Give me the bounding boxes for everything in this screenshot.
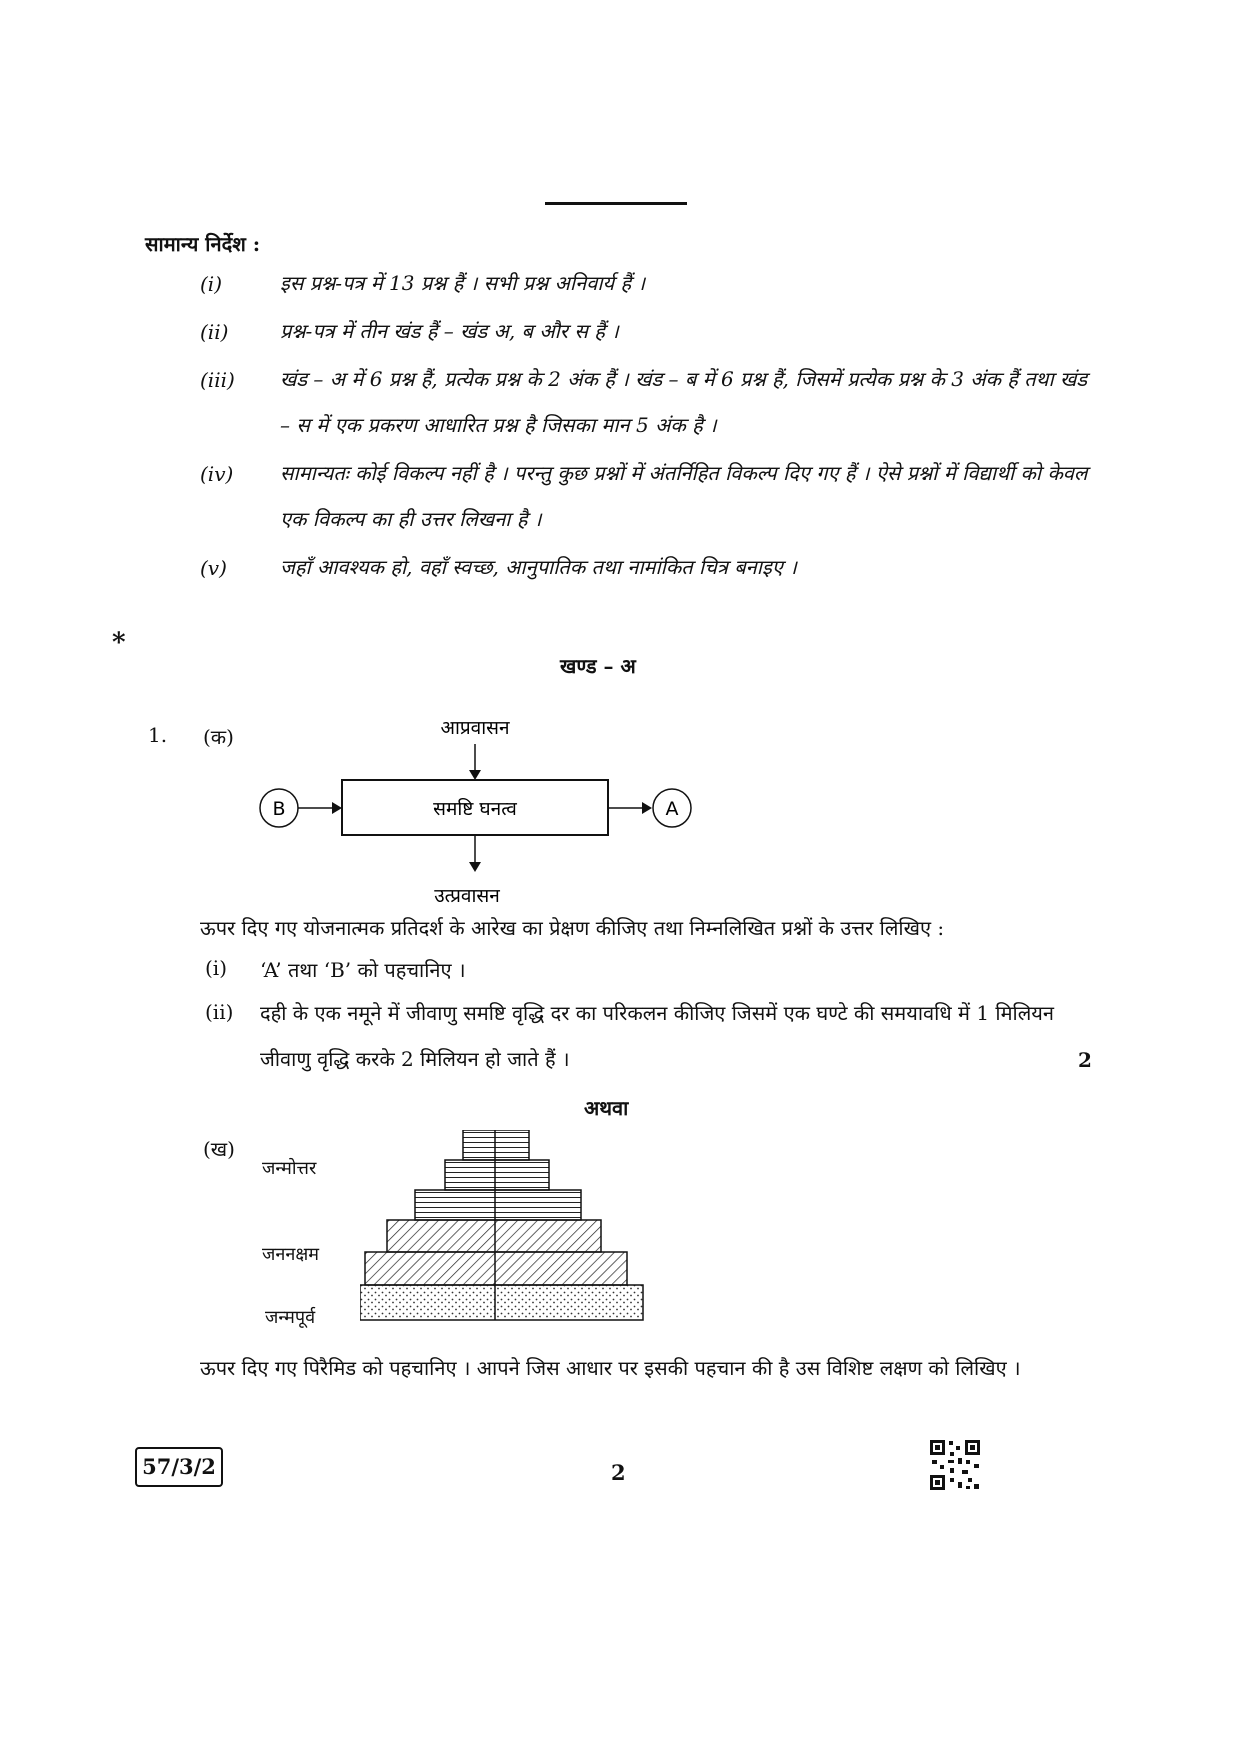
instruction-text: खंड – अ में 6 प्रश्न हैं, प्रत्येक प्रश्न के 2 अंक हैं । खंड – ब में 6 प्रश्न हैं, जिसमें प्रत्येक प्रश्न के 3 अंक हैं तथा खंड – स में एक प्रकरण आधारित प्रश्न है जिसका मान 5 अंक है । <box>280 367 1088 437</box>
marks: 2 <box>1078 1048 1092 1072</box>
instruction-number: (ii) <box>200 320 229 344</box>
instruction-number: (iii) <box>200 368 235 392</box>
post-reproductive-bar <box>445 1160 549 1190</box>
reproductive-bar <box>387 1220 601 1252</box>
node-a-label: A <box>665 798 679 820</box>
section-title: खण्ड – अ <box>560 654 636 678</box>
node-b-label: B <box>272 798 286 820</box>
instruction-text: इस प्रश्न-पत्र में 13 प्रश्न हैं । सभी प्रश्न अनिवार्य हैं । <box>280 271 646 295</box>
question-instruction: ऊपर दिए गए योजनात्मक प्रतिदर्श के आरेख का प्रेक्षण कीजिए तथा निम्नलिखित प्रश्नों के उत्तर लिखिए : <box>200 916 945 940</box>
post-reproductive-bar <box>415 1190 581 1220</box>
arrowhead <box>469 862 481 872</box>
page-number: 2 <box>611 1460 626 1485</box>
instruction-number: (iv) <box>200 462 234 486</box>
sub-question-number: (ii) <box>205 1000 234 1024</box>
reproductive-label: जननक्षम <box>262 1244 320 1265</box>
instruction-text: सामान्यतः कोई विकल्प नहीं है । परन्तु कुछ प्रश्नों में अंतर्निहित विकल्प दिए गए हैं । ऐसे प्रश्नों में विद्यार्थी को केवल एक विकल्प का ही उत्तर लिखना है । <box>280 461 1088 531</box>
pre-reproductive-label: जन्मपूर्व <box>265 1307 316 1328</box>
age-pyramid <box>360 1130 660 1340</box>
general-instructions-heading: सामान्य निर्देश : <box>145 232 261 256</box>
instruction-text: प्रश्न-पत्र में तीन खंड हैं – खंड अ, ब और स हैं । <box>280 319 619 343</box>
part-b-label: (ख) <box>203 1137 235 1161</box>
sub-question-text: ‘A’ तथा ‘B’ को पहचानिए । <box>260 958 466 982</box>
population-density-diagram <box>255 718 715 908</box>
emigration-label: उत्प्रवासन <box>434 885 500 907</box>
top-rule <box>545 202 687 205</box>
instruction-text: जहाँ आवश्यक हो, वहाँ स्वच्छ, आनुपातिक तथा नामांकित चित्र बनाइए । <box>280 555 797 579</box>
or-label: अथवा <box>584 1096 629 1120</box>
arrowhead <box>332 802 342 814</box>
arrowhead <box>642 802 652 814</box>
instruction-number: (i) <box>200 272 223 296</box>
immigration-label: आप्रवासन <box>440 718 510 739</box>
box-label: समष्टि घनत्व <box>433 798 517 820</box>
star-mark: * <box>112 628 126 658</box>
sub-question-number: (i) <box>205 956 228 980</box>
paper-code: 57/3/2 <box>135 1447 223 1487</box>
sub-question-text: दही के एक नमूने में जीवाणु समष्टि वृद्धि दर का परिकलन कीजिए जिसमें एक घण्टे की समयावधि में 1 मिलियन जीवाणु वृद्धि करके 2 मिलियन हो जाते हैं । <box>260 1001 1054 1071</box>
post-reproductive-bar <box>463 1130 529 1160</box>
part-b-question-text: ऊपर दिए गए पिरैमिड को पहचानिए । आपने जिस आधार पर इसकी पहचान की है उस विशिष्ट लक्षण को लिखिए । <box>200 1356 1021 1380</box>
part-a-label: (क) <box>203 725 234 749</box>
qr-code-icon <box>928 1438 982 1492</box>
pre-reproductive-bar <box>360 1285 643 1320</box>
post-reproductive-label: जन्मोत्तर <box>262 1158 317 1179</box>
arrowhead <box>469 770 481 780</box>
question-number: 1. <box>148 723 168 747</box>
instruction-number: (v) <box>200 556 227 580</box>
reproductive-bar <box>365 1252 627 1285</box>
